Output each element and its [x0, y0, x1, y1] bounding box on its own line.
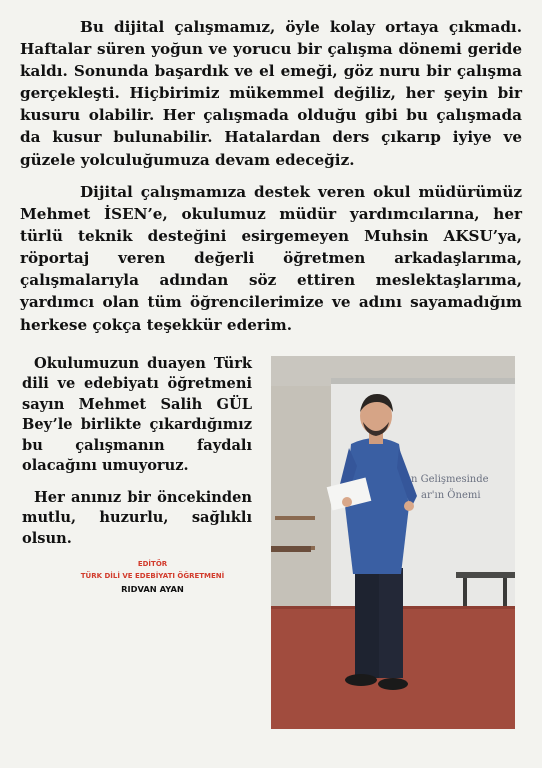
editor-photo: [271, 356, 515, 729]
projected-text-line2: ar'ın Önemi: [421, 490, 481, 501]
projected-text-line1: n Gelişmesinde: [411, 474, 489, 485]
thanks-paragraph-text: Dijital çalışmamıza destek veren okul müdürümüz Mehmet İSEN’e, okulumuz müdür yardımcılarına, her türlü teknik desteğini esirgemeyen Muhsin AKSU’ya, röportaj veren değerli öğretmen arkadaşlarıma, çalışmalarıyla adından söz ettiren meslektaşlarıma, yardımcı olan tüm öğrencilerimize ve adını sayamadığım herkese çokça teşekkür ederim.: [20, 183, 522, 334]
editor-photo-illustration: [271, 356, 515, 729]
signature-role: EDİTÖR: [137, 560, 168, 568]
wishes-paragraph-text: Her anınız bir öncekinden mutlu, huzurlu, sağlıklı olsun.: [22, 489, 252, 547]
coeditor-paragraph-text: Okulumuzun duayen Türk dili ve edebiyatı öğretmeni sayın Mehmet Salih GÜL Bey’le birlikte çıkardığımız bu çalışmanın faydalı olacağını umuyoruz.: [22, 355, 252, 475]
thanks-paragraph: [20, 181, 522, 336]
signature-title: TÜRK DİLİ VE EDEBİYATI ÖĞRETMENİ: [80, 572, 225, 580]
wishes-paragraph: [22, 488, 252, 549]
closing-paragraph-text: Bu dijital çalışmamız, öyle kolay ortaya çıkmadı. Haftalar süren yoğun ve yorucu bir çalışma dönemi geride kaldı. Sonunda başardık ve el emeği, göz nuru bir çalışma gerçekleşti. Hiçbirimiz mükemmel değiliz, her şeyin bir kusuru olabilir. Her çalışmada olduğu gibi bu çalışmada da kusur bulunabilir. Hatalardan ders çıkarıp iyiye ve güzele yolculuğumuza devam edeceğiz.: [20, 18, 522, 169]
coeditor-paragraph: [22, 354, 252, 476]
signature-name: RIDVAN AYAN: [121, 584, 184, 594]
closing-paragraph: [20, 16, 522, 171]
